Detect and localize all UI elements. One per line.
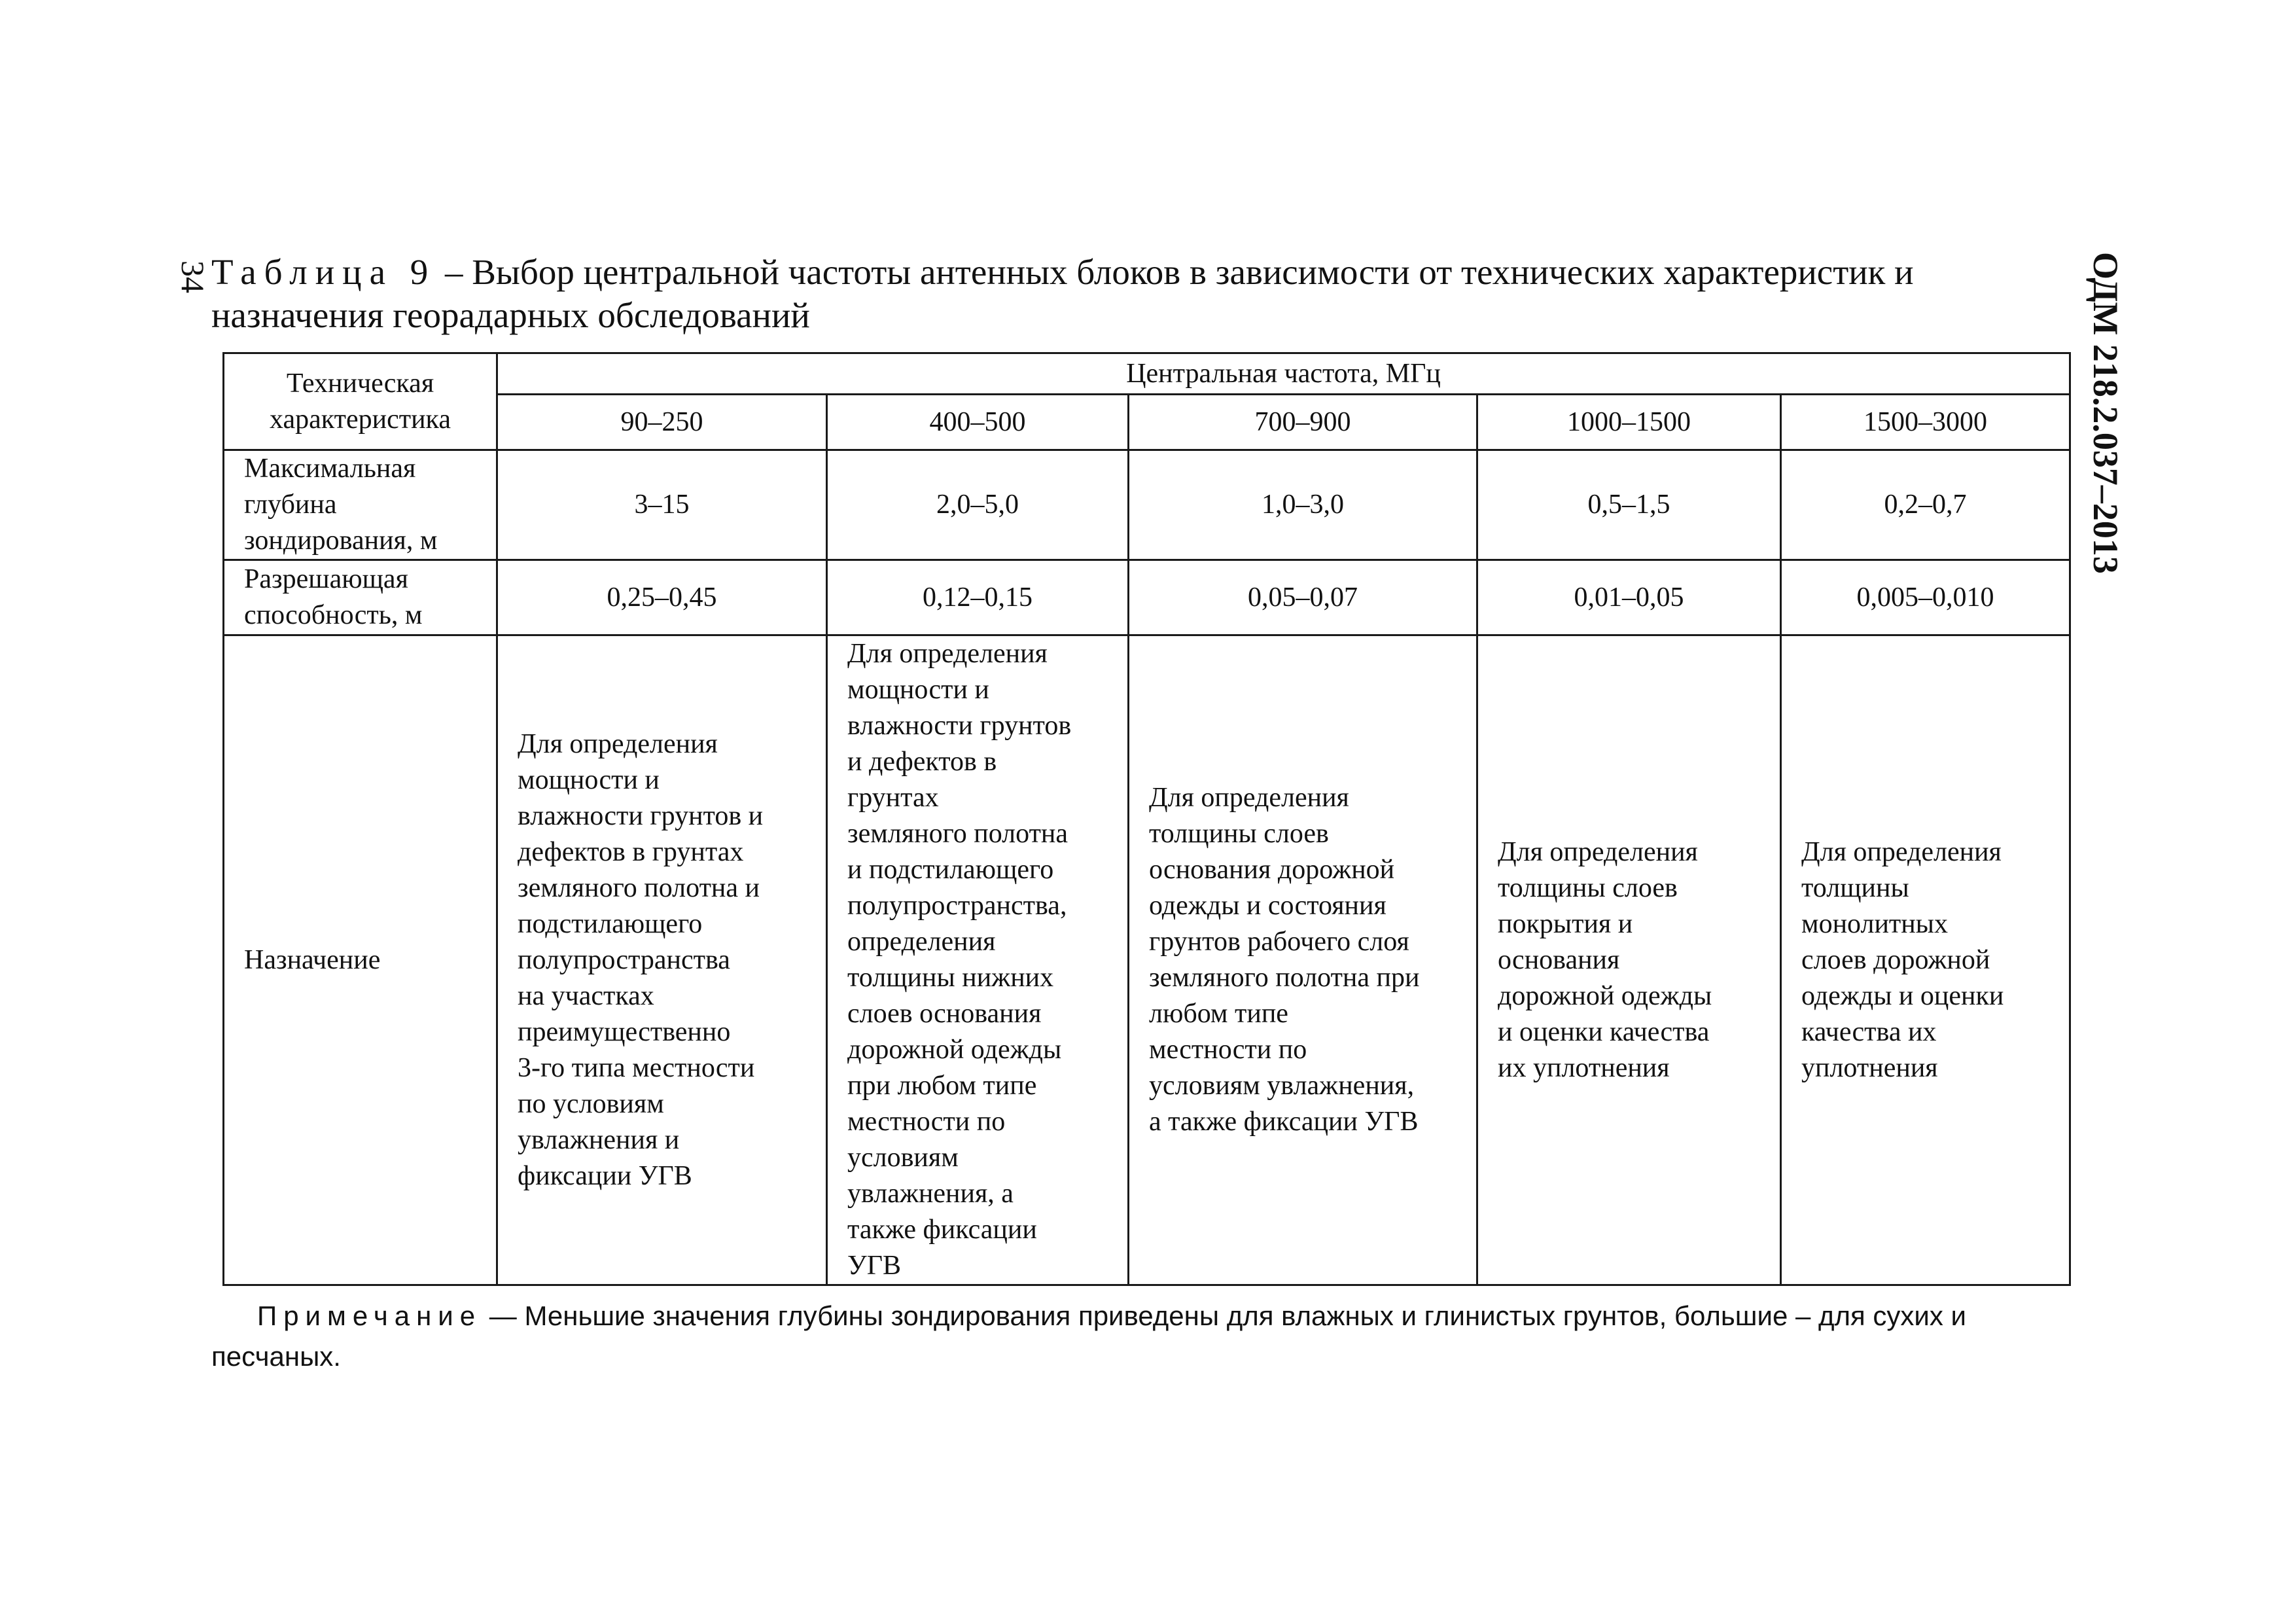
table-note — [211, 1296, 2083, 1377]
frequency-cell: 90–250 — [497, 395, 827, 450]
value-cell: 0,05–0,07 — [1129, 560, 1477, 635]
frequency-cell: 1500–3000 — [1781, 395, 2070, 450]
document-code: ОДМ 218.2.037–2013 — [2086, 252, 2125, 574]
table-header-row — [224, 353, 2070, 395]
table-caption-label: Таблица 9 — [211, 252, 436, 292]
row-label: Максимальная глубина зондирования, м — [224, 450, 497, 560]
note-text: — Меньшие значения глубины зондирования приведены для влажных и глинистых грунтов, большие – для сухих и песчаных. — [211, 1300, 1967, 1372]
table-caption — [211, 251, 2083, 337]
purpose-cell: Для определения толщины слоев покрытия и основания дорожной одежды и оценки качества их уплотнения — [1477, 635, 1781, 1285]
value-cell: 3–15 — [497, 450, 827, 560]
table-caption-text: – Выбор центральной частоты антенных блоков в зависимости от технических характеристик и назначения георадарных обследований — [211, 252, 1914, 335]
table-row-depth — [224, 450, 2070, 560]
value-cell: 0,01–0,05 — [1477, 560, 1781, 635]
header-frequency: Центральная частота, МГц — [497, 353, 2070, 395]
row-label: Назначение — [224, 635, 497, 1285]
purpose-cell: Для определения толщины монолитных слоев дорожной одежды и оценки качества их уплотнения — [1781, 635, 2070, 1285]
table-row-purpose — [224, 635, 2070, 1285]
purpose-cell: Для определения толщины слоев основания дорожной одежды и состояния грунтов рабочего слоя земляного полотна при любом типе местности по условиям увлажнения, а также фиксации УГВ — [1129, 635, 1477, 1285]
value-cell: 1,0–3,0 — [1129, 450, 1477, 560]
value-cell: 0,12–0,15 — [827, 560, 1129, 635]
purpose-cell: Для определения мощности и влажности грунтов и дефектов в грунтах земляного полотна и подстилающего полупространства, определения толщины нижних слоев основания дорожной одежды при любом типе местности по условиям увлажнения, а также фиксации УГВ — [827, 635, 1129, 1285]
frequency-cell: 400–500 — [827, 395, 1129, 450]
value-cell: 0,2–0,7 — [1781, 450, 2070, 560]
table-frequency-row — [224, 395, 2070, 450]
frequency-cell: 700–900 — [1129, 395, 1477, 450]
value-cell: 2,0–5,0 — [827, 450, 1129, 560]
note-label: Примечание — [257, 1300, 482, 1331]
row-label: Разрешающая способность, м — [224, 560, 497, 635]
header-characteristic: Техническая характеристика — [224, 353, 497, 450]
frequency-cell: 1000–1500 — [1477, 395, 1781, 450]
value-cell: 0,005–0,010 — [1781, 560, 2070, 635]
table-row-resolution — [224, 560, 2070, 635]
purpose-cell: Для определения мощности и влажности грунтов и дефектов в грунтах земляного полотна и подстилающего полупространства на участках преимущественно 3-го типа местности по условиям увлажнения и фиксации УГВ — [497, 635, 827, 1285]
value-cell: 0,25–0,45 — [497, 560, 827, 635]
page-number: 34 — [175, 260, 211, 293]
frequency-selection-table — [222, 352, 2071, 1286]
value-cell: 0,5–1,5 — [1477, 450, 1781, 560]
